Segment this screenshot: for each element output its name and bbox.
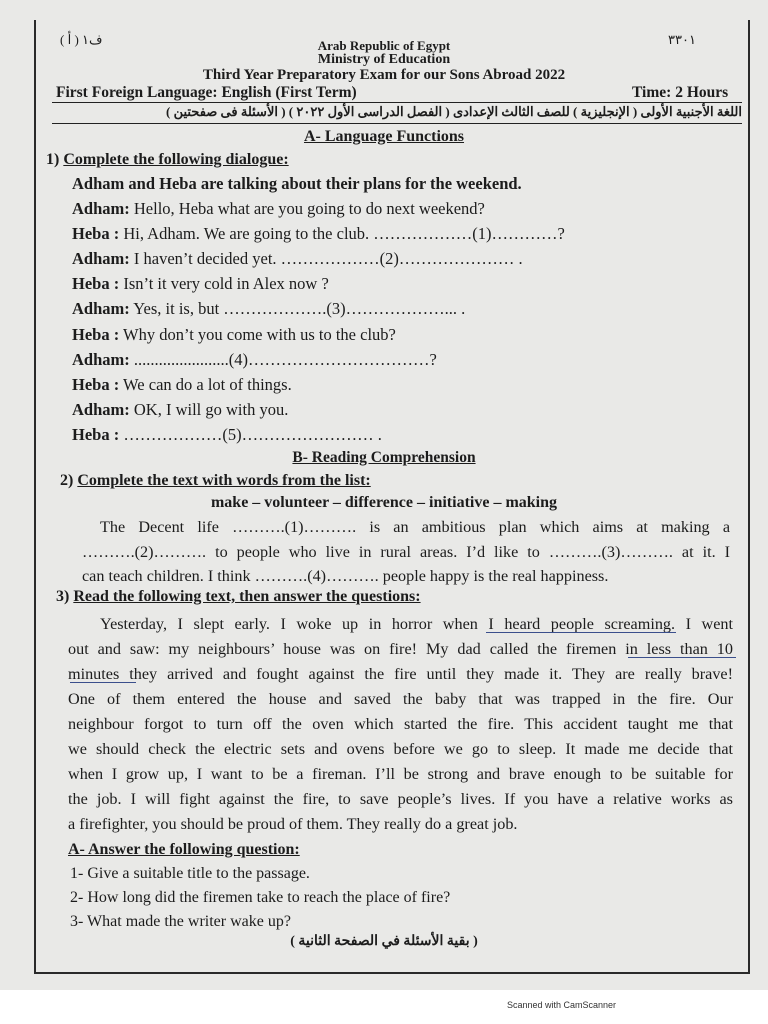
dialogue-text: We can do a lot of things. (119, 375, 292, 394)
speaker: Adham: (72, 400, 130, 419)
question-1-number: 1) (46, 151, 60, 168)
dialogue-line (72, 325, 396, 345)
dialogue-text: .......................(4)……………………………? (129, 350, 437, 369)
dialogue-line (72, 199, 485, 219)
time-label: Time: 2 Hours (632, 84, 729, 101)
speaker: Heba : (72, 375, 120, 394)
question-2-heading (60, 472, 371, 490)
pen-underline (70, 682, 136, 683)
ministry-title: Ministry of Education (317, 52, 451, 67)
dialogue-line (72, 375, 292, 395)
question-item: 3- What made the writer wake up? (70, 913, 291, 930)
question-2-instruction: Complete the text with words from the list: (77, 472, 371, 489)
dialogue-text: Hi, Adham. We are going to the club. ………………(1)…………? (119, 224, 565, 243)
dialogue-text: I haven’t decided yet. ………………(2)………………… . (129, 249, 523, 268)
dialogue-text: ………………(5)…………………… . (119, 425, 382, 444)
subject-label: First Foreign Language: English (First Term) (56, 84, 357, 101)
word-list: make – volunteer – difference – initiative – making (210, 494, 558, 511)
speaker: Heba : (72, 325, 120, 344)
exam-title: Third Year Preparatory Exam for our Sons Abroad 2022 (202, 67, 566, 83)
arabic-subject-line: اللغة الأجنبية الأولى ( الإنجليزية ) للصف الثالث الإعدادى ( الفصل الدراسى الأول ٢٠٢٢ ) ( الأسئلة فى صفحتين ) (165, 104, 742, 119)
dialogue-line (72, 425, 382, 445)
dialogue-text: OK, I will go with you. (129, 400, 289, 419)
dialogue-text: Isn’t it very cold in Alex now ? (119, 274, 329, 293)
question-3-instruction: Read the following text, then answer the questions: (73, 588, 421, 605)
form-code-left: ف١ ( أ ) (60, 32, 103, 47)
section-b-title: B- Reading Comprehension (292, 449, 476, 466)
country-title: Arab Republic of Egypt (317, 38, 451, 53)
dialogue-text: Hello, Heba what are you going to do next weekend? (129, 199, 485, 218)
sub-question-title: A- Answer the following question: (68, 841, 300, 858)
header-rule-top (52, 102, 742, 103)
passage-line: Yesterday, I slept early. I woke up in horror when I heard people screaming. I went (100, 615, 733, 633)
speaker: Adham: (72, 350, 130, 369)
speaker: Heba : (72, 224, 120, 243)
scanner-watermark: Scanned with CamScanner (506, 1000, 616, 1010)
pen-underline (486, 632, 676, 633)
passage-line: out and saw: my neighbours’ house was on fire! My dad called the firemen in less than 10 (68, 640, 733, 658)
dialogue-line (72, 274, 329, 294)
q2-line: can teach children. I think ……….(4)………. people happy is the real happiness. (82, 567, 609, 585)
dialogue-line (72, 350, 437, 370)
dialogue-text: Why don’t you come with us to the club? (119, 325, 396, 344)
speaker: Adham: (72, 299, 130, 318)
dialogue-line (72, 299, 465, 319)
passage-line: a firefighter, you should be proud of them. They really do a great job. (68, 815, 518, 833)
scan-footer (0, 990, 768, 1024)
section-a-title: A- Language Functions (303, 128, 465, 145)
question-item: 2- How long did the firemen take to reach the place of fire? (70, 889, 451, 906)
question-1-heading (46, 151, 289, 169)
passage-line: when I grow up, I want to be a fireman. I’ll be strong and brave enough to be suitable for (68, 765, 733, 783)
speaker: Adham: (72, 249, 130, 268)
continue-note: ( بقية الأسئلة في الصفحة الثانية ) (290, 934, 478, 949)
passage-line: One of them entered the house and saved the baby that was trapped in the fire. Our (68, 690, 733, 708)
passage-line: neighbour forgot to turn off the oven which started the fire. This accident taught me that (68, 715, 733, 733)
speaker: Adham: (72, 199, 130, 218)
speaker: Heba : (72, 425, 120, 444)
q2-line: The Decent life ……….(1)………. is an ambitious plan which aims at making a (100, 518, 730, 536)
passage-line: the job. I will fight against the fire, to save people’s lives. If you have a relative works as (68, 790, 733, 808)
passage-line: we should check the electric sets and ovens before we go to sleep. It made me decide that (68, 740, 733, 758)
dialogue-line (72, 224, 565, 244)
question-3-number: 3) (56, 588, 70, 605)
question-2-number: 2) (60, 472, 74, 489)
passage-line: minutes they arrived and fought against the fire until they made it. They are really brave! (68, 665, 733, 683)
question-3-heading (56, 588, 421, 606)
speaker: Heba : (72, 274, 120, 293)
question-item: 1- Give a suitable title to the passage. (70, 865, 310, 882)
q2-line: ……….(2)………. to people who live in rural areas. I’d like to ……….(3)………. at it. I (82, 543, 730, 561)
header-rule-bottom (52, 123, 742, 124)
sub-question-heading (68, 841, 300, 859)
form-code-right: ٣٣٠١ (668, 32, 696, 47)
dialogue-line (72, 400, 288, 420)
pen-underline (628, 657, 736, 658)
question-1-instruction: Complete the following dialogue: (63, 151, 289, 168)
dialogue-text: Yes, it is, but ……………….(3)………………... . (129, 299, 466, 318)
dialogue-intro: Adham and Heba are talking about their plans for the weekend. (72, 174, 522, 193)
dialogue-line (72, 249, 523, 269)
